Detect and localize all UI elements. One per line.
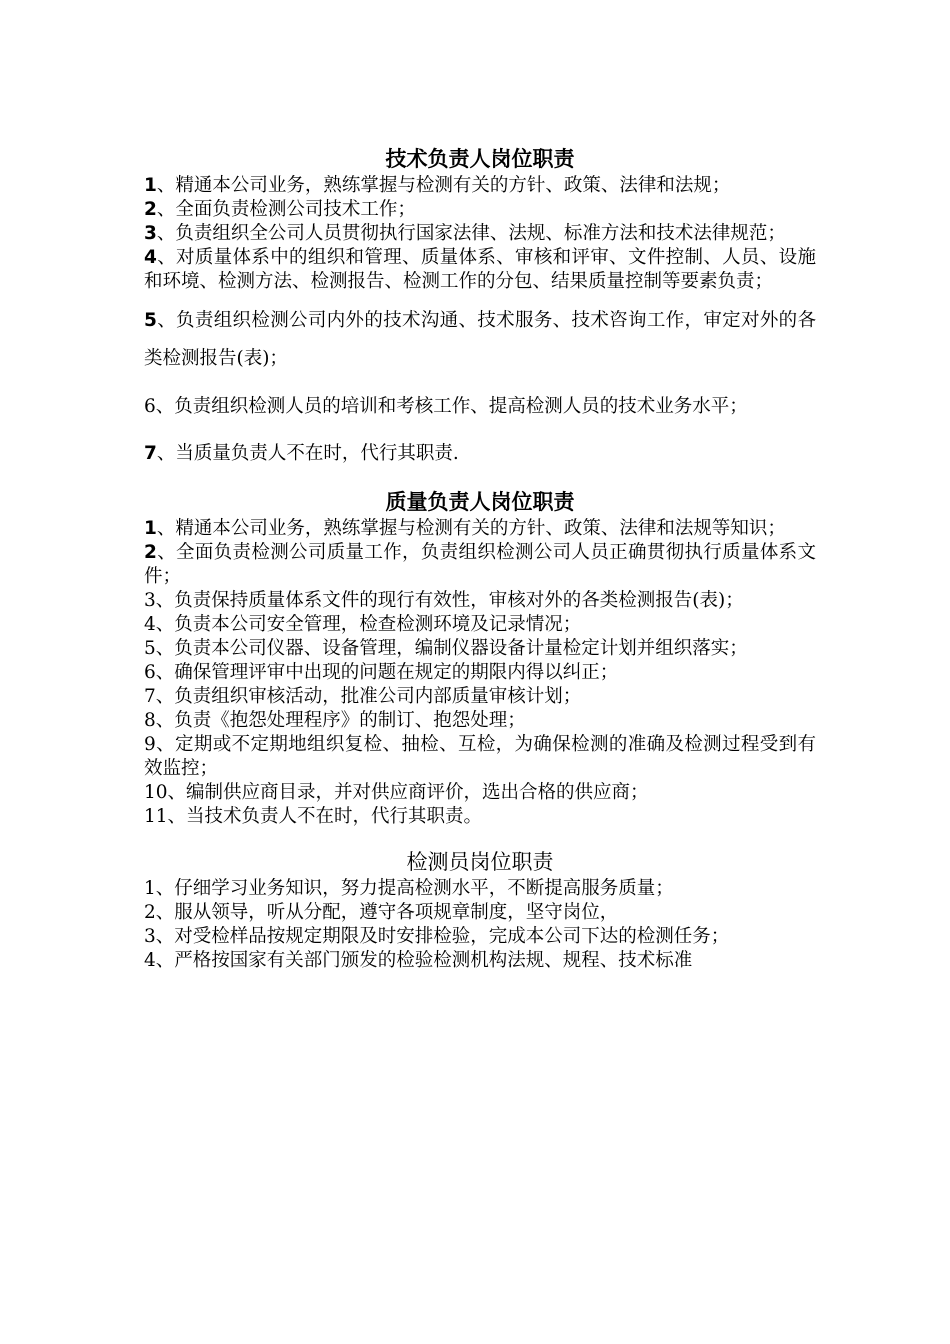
item-text: 5、负责本公司仪器、设备管理，编制仪器设备计量检定计划并组织落实； <box>144 638 748 659</box>
list-item <box>144 174 816 198</box>
section-inspector <box>144 847 816 973</box>
list-item <box>144 613 816 637</box>
item-text: 2、服从领导，听从分配，遵守各项规章制度，坚守岗位， <box>144 902 619 923</box>
list-item <box>144 517 816 541</box>
item-text: 9、定期或不定期地组织复检、抽检、互检，为确保检测的准确及检测过程受到有效监控； <box>144 734 816 779</box>
section-title: 质量负责人岗位职责 <box>385 490 575 514</box>
item-number: 2 <box>144 199 157 220</box>
list-item <box>144 589 816 613</box>
item-text: 、负责组织全公司人员贯彻执行国家法律、法规、标准方法和技术法律规范； <box>156 223 786 244</box>
list-item <box>144 805 816 829</box>
item-text: 6、负责组织检测人员的培训和考核工作、提高检测人员的技术业务水平； <box>144 396 748 417</box>
item-text: 10、编制供应商目录，并对供应商评价，选出合格的供应商； <box>144 782 649 803</box>
item-text: 8、负责《抱怨处理程序》的制订、抱怨处理； <box>144 710 526 731</box>
document-body <box>144 144 816 973</box>
item-text: 、负责组织检测公司内外的技术沟通、技术服务、技术咨询工作，审定对外的各类检测报告(表)； <box>144 310 816 369</box>
list-item <box>144 386 816 427</box>
item-number: 4 <box>144 247 157 268</box>
item-number: 5 <box>144 310 157 331</box>
section-technical-lead <box>144 144 816 473</box>
item-text: 4、负责本公司安全管理，检查检测环境及记录情况； <box>144 614 582 635</box>
item-number: 7 <box>144 443 157 464</box>
item-text: 、对质量体系中的组织和管理、质量体系、审核和评审、文件控制、人员、设施和环境、检测方法、检测报告、检测工作的分包、结果质量控制等要素负责； <box>144 247 816 292</box>
item-text: 1、仔细学习业务知识，努力提高检测水平，不断提高服务质量； <box>144 878 674 899</box>
section-title: 检测员岗位职责 <box>406 850 554 874</box>
list-item <box>144 733 816 781</box>
list-item <box>144 661 816 685</box>
list-item <box>144 781 816 805</box>
list-item <box>144 709 816 733</box>
item-text: 、精通本公司业务，熟练掌握与检测有关的方针、政策、法律和法规等知识； <box>156 518 786 539</box>
item-text: 6、确保管理评审中出现的问题在规定的期限内得以纠正； <box>144 662 619 683</box>
list-item <box>144 435 816 473</box>
list-item <box>144 302 816 378</box>
list-item <box>144 925 816 949</box>
item-text: 、当质量负责人不在时，代行其职责. <box>156 443 459 464</box>
list-item <box>144 637 816 661</box>
list-item <box>144 246 816 294</box>
list-item <box>144 877 816 901</box>
list-item <box>144 222 816 246</box>
list-item <box>144 949 816 973</box>
item-text: 11、当技术负责人不在时，代行其职责。 <box>144 806 483 827</box>
item-text: 、精通本公司业务，熟练掌握与检测有关的方针、政策、法律和法规； <box>156 175 731 196</box>
item-number: 1 <box>144 518 157 539</box>
item-number: 3 <box>144 223 157 244</box>
item-text: 3、对受检样品按规定期限及时安排检验，完成本公司下达的检测任务； <box>144 926 730 947</box>
item-text: 、全面负责检测公司技术工作； <box>156 199 416 220</box>
item-text: 4、严格按国家有关部门颁发的检验检测机构法规、规程、技术标准 <box>144 950 693 971</box>
list-item <box>144 198 816 222</box>
list-item <box>144 685 816 709</box>
item-number: 2 <box>144 542 157 563</box>
list-item <box>144 901 816 925</box>
list-item <box>144 541 816 589</box>
section-title: 技术负责人岗位职责 <box>385 147 575 171</box>
item-text: 7、负责组织审核活动，批准公司内部质量审核计划； <box>144 686 582 707</box>
item-text: 3、负责保持质量体系文件的现行有效性，审核对外的各类检测报告(表)； <box>144 590 744 611</box>
item-number: 1 <box>144 175 157 196</box>
item-text: 、全面负责检测公司质量工作，负责组织检测公司人员正确贯彻执行质量体系文件； <box>144 542 816 587</box>
section-quality-lead <box>144 487 816 829</box>
